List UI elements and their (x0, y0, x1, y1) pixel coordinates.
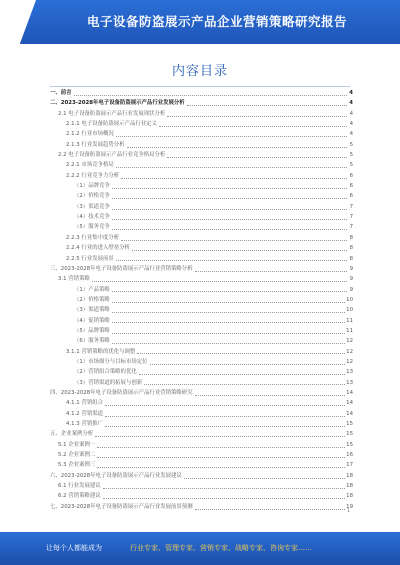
toc-dot-leader (112, 322, 345, 323)
toc-entry-page: 15 (346, 431, 353, 438)
toc-entry-page: 4 (349, 90, 353, 96)
toc-dot-leader (97, 447, 345, 448)
toc-entry-page: 11 (346, 327, 353, 334)
toc-dot-leader (112, 291, 347, 292)
toc-entry-text: 5.3 企业案例三 (58, 462, 96, 469)
toc-entry[interactable] (50, 429, 353, 439)
toc-entry-text: 3.1 营销策略 (58, 276, 90, 283)
toc-entry-page: 8 (349, 245, 353, 252)
toc-dot-leader (103, 488, 346, 489)
toc-entry-page: 5 (349, 152, 353, 159)
toc-dot-leader (167, 116, 347, 117)
toc-entry-text: （4）技术竞争 (74, 214, 110, 221)
toc-entry-page: 12 (346, 358, 353, 365)
toc-entry-page: 18 (346, 483, 353, 490)
toc-dot-leader (139, 374, 345, 375)
toc-entry-text: （4）促销策略 (74, 317, 110, 324)
toc-entry-page: 5 (349, 162, 353, 169)
toc-entry-page: 6 (349, 172, 353, 179)
toc-dot-leader (159, 126, 347, 127)
toc-dot-leader (112, 188, 347, 189)
toc-dot-leader (150, 364, 346, 365)
toc-dot-leader (105, 416, 345, 417)
toc-entry-page: 10 (346, 296, 353, 303)
toc-dot-leader (116, 167, 347, 168)
toc-dot-leader (127, 147, 347, 148)
toc-dot-leader (184, 478, 345, 479)
toc-entry-text: 一、前言 (50, 90, 72, 96)
toc-dot-leader (105, 426, 345, 427)
toc-dot-leader (116, 136, 347, 137)
report-header-band (0, 0, 400, 44)
page-number: 1 (346, 508, 350, 514)
toc-entry-page: 7 (349, 214, 353, 221)
toc-entry-page: 9 (349, 276, 353, 283)
toc-dot-leader (112, 198, 347, 199)
toc-entry-page: 7 (349, 203, 353, 210)
toc-dot-leader (92, 281, 347, 282)
toc-entry-text: 3.1.1 营销策略的优化与调整 (66, 348, 136, 355)
toc-dot-leader (144, 384, 345, 385)
toc-entry[interactable] (50, 388, 353, 398)
toc-entry-page: 18 (346, 493, 353, 500)
toc-entry[interactable] (50, 440, 353, 450)
toc-entry-text: 2.2.3 行业集中度分析 (66, 234, 120, 241)
toc-dot-leader (195, 271, 347, 272)
toc-dot-leader (95, 436, 345, 437)
toc-entry[interactable] (50, 109, 353, 119)
toc-entry-text: 七、2023-2028年电子设备防盗展示产品行业发展前景预测 (50, 503, 193, 510)
toc-entry[interactable] (50, 347, 353, 357)
toc-entry-page: 13 (346, 369, 353, 376)
toc-entry-page: 13 (346, 379, 353, 386)
toc-entry[interactable] (50, 140, 353, 150)
toc-dot-leader (132, 250, 347, 251)
toc-entry-text: 二、2023-2028年电子设备防盗展示产品行业发展分析 (50, 100, 185, 107)
toc-entry-text: 三、2023-2028年电子设备防盗展示产品行业营销策略分析 (50, 265, 193, 272)
toc-entry-text: （1）市场细分与目标市场定位 (74, 358, 148, 365)
toc-dot-leader (105, 405, 345, 406)
toc-entry-text: （3）营销渠道的拓展与创新 (74, 379, 143, 386)
toc-dot-leader (112, 333, 345, 334)
toc-entry[interactable] (50, 316, 353, 326)
toc-entry-page: 17 (346, 462, 353, 469)
toc-entry[interactable] (50, 460, 353, 470)
toc-entry-page: 7 (349, 224, 353, 231)
toc-entry-page: 15 (346, 441, 353, 448)
toc-dot-leader (74, 95, 347, 96)
toc-entry[interactable] (50, 450, 353, 460)
toc-entry-text: （3）渠道竞争 (74, 203, 110, 210)
toc-entry-text: 五、企业案例分析 (50, 431, 94, 438)
toc-entry-text: 2.1.3 行业发展趋势分析 (66, 141, 125, 148)
toc-entry-text: （1）品牌竞争 (74, 183, 110, 190)
toc-entry[interactable] (50, 419, 353, 429)
toc-dot-leader (167, 157, 347, 158)
toc-entry-text: 6.1 行业发展建议 (58, 483, 101, 490)
toc-entry[interactable] (50, 326, 353, 336)
toc-dot-leader (112, 302, 345, 303)
toc-entry-text: 4.1.2 营销渠道 (66, 410, 103, 417)
toc-entry-text: 4.1.1 营销组合 (66, 400, 103, 407)
toc-entry[interactable] (50, 119, 353, 129)
toc-entry-text: 四、2023-2028年电子设备防盗展示产品行业营销策略研究 (50, 389, 193, 396)
toc-dot-leader (187, 105, 347, 106)
toc-entry[interactable] (50, 233, 353, 243)
toc-entry-page: 15 (346, 421, 353, 427)
toc-entry-page: 4 (349, 100, 353, 107)
toc-dot-leader (97, 467, 345, 468)
toc-entry-page: 8 (349, 234, 353, 241)
toc-entry[interactable] (50, 88, 353, 98)
toc-entry[interactable] (50, 357, 353, 367)
toc-entry-text: （5）服务竞争 (74, 224, 110, 231)
header-accent-shape (0, 0, 36, 44)
toc-entry-text: 4.1.3 营销推广 (66, 421, 103, 427)
toc-entry-page: 18 (346, 472, 353, 479)
toc-entry[interactable] (50, 481, 353, 491)
toc-entry-page: 8 (349, 255, 353, 262)
footer-slogan: 让每个人都能成为 (46, 544, 102, 552)
toc-entry-text: （2）价格策略 (74, 296, 110, 303)
toc-entry-text: 5.2 企业案例二 (58, 452, 96, 459)
toc-entry-text: 2.2.2 行业竞争力分析 (66, 172, 120, 179)
toc-entry[interactable] (50, 285, 353, 295)
toc-dot-leader (103, 498, 346, 499)
toc-title-divider (50, 86, 350, 87)
toc-entry-text: （1）产品策略 (74, 286, 110, 293)
toc-entry-page: 11 (346, 317, 353, 324)
toc-entry-page: 9 (349, 286, 353, 293)
toc-entry-page: 12 (346, 348, 353, 355)
toc-entry[interactable] (50, 295, 353, 305)
toc-entry-text: （2）营销组合策略的优化 (74, 369, 137, 376)
toc-entry-page: 12 (346, 338, 353, 345)
footer-expert-list: 行业专家、管理专家、营销专家、战略专家、咨询专家…… (130, 544, 312, 552)
toc-entry-text: 六、2023-2028年电子设备防盗展示产品行业发展建议 (50, 472, 182, 479)
toc-entry-text: 6.2 营销策略建议 (58, 493, 101, 500)
toc-entry-page: 10 (346, 307, 353, 314)
toc-entry[interactable] (50, 264, 353, 274)
toc-entry-text: 2.1 电子设备防盗展示产品行业发展现状分析 (58, 110, 166, 117)
toc-entry[interactable] (50, 171, 353, 181)
toc-entry-page: 4 (349, 131, 353, 138)
toc-dot-leader (112, 209, 347, 210)
toc-entry-text: 2.2.4 行业的进入壁垒分析 (66, 245, 130, 252)
toc-entry[interactable] (50, 398, 353, 408)
toc-entry-page: 9 (349, 265, 353, 272)
toc-entry-text: （2）价格竞争 (74, 193, 110, 200)
toc-title: 内容目录 (171, 64, 228, 79)
toc-entry[interactable] (50, 243, 353, 253)
footer-band (0, 532, 400, 565)
toc-dot-leader (121, 240, 347, 241)
toc-entry-text: 2.2.5 行业发展前景 (66, 255, 114, 262)
table-of-contents (50, 88, 353, 512)
toc-entry-text: 2.2 电子设备防盗展示产品行业竞争格局分析 (58, 152, 166, 159)
toc-entry-page: 4 (349, 110, 353, 117)
toc-entry-text: 2.1.1 电子设备防盗展示产品行业定义 (66, 121, 157, 128)
toc-entry[interactable] (50, 491, 353, 501)
toc-entry-text: 2.2.1 市场竞争格局 (66, 162, 114, 169)
toc-entry[interactable] (50, 181, 353, 191)
toc-entry[interactable] (50, 191, 353, 201)
toc-entry-text: （5）品牌策略 (74, 327, 110, 334)
toc-entry-page: 6 (349, 183, 353, 190)
toc-entry[interactable] (50, 129, 353, 139)
toc-entry[interactable] (50, 98, 353, 108)
toc-entry-page: 14 (346, 389, 353, 396)
toc-dot-leader (112, 312, 345, 313)
toc-dot-leader (137, 353, 345, 354)
toc-entry[interactable] (50, 336, 353, 346)
toc-entry[interactable] (50, 305, 353, 315)
toc-entry[interactable] (50, 160, 353, 170)
toc-dot-leader (97, 457, 345, 458)
toc-entry[interactable] (50, 471, 353, 481)
toc-entry-text: 2.1.2 行业市场概况 (66, 131, 114, 138)
toc-entry-page: 4 (349, 121, 353, 128)
toc-entry-page: 14 (346, 410, 353, 417)
toc-dot-leader (116, 260, 347, 261)
toc-entry[interactable] (50, 212, 353, 222)
toc-dot-leader (112, 229, 347, 230)
toc-entry-text: 5.1 企业案例一 (58, 441, 96, 448)
toc-entry[interactable] (50, 502, 353, 512)
toc-entry-page: 19 (346, 503, 353, 510)
toc-entry-page: 14 (346, 400, 353, 407)
toc-entry[interactable] (50, 409, 353, 419)
toc-dot-leader (112, 343, 345, 344)
toc-entry-page: 6 (349, 193, 353, 200)
toc-entry-text: （6）服务策略 (74, 338, 110, 345)
toc-entry[interactable] (50, 202, 353, 212)
toc-entry-page: 16 (346, 452, 353, 459)
report-title: 电子设备防盗展示产品企业营销策略研究报告 (86, 14, 347, 29)
toc-entry[interactable] (50, 274, 353, 284)
toc-entry[interactable] (50, 150, 353, 160)
toc-dot-leader (112, 219, 347, 220)
toc-entry[interactable] (50, 254, 353, 264)
toc-dot-leader (121, 178, 347, 179)
toc-dot-leader (195, 395, 346, 396)
toc-entry[interactable] (50, 378, 353, 388)
toc-entry-text: （3）渠道策略 (74, 307, 110, 314)
toc-entry[interactable] (50, 367, 353, 377)
toc-dot-leader (195, 509, 346, 510)
toc-entry-page: 5 (349, 141, 353, 148)
toc-entry[interactable] (50, 222, 353, 232)
